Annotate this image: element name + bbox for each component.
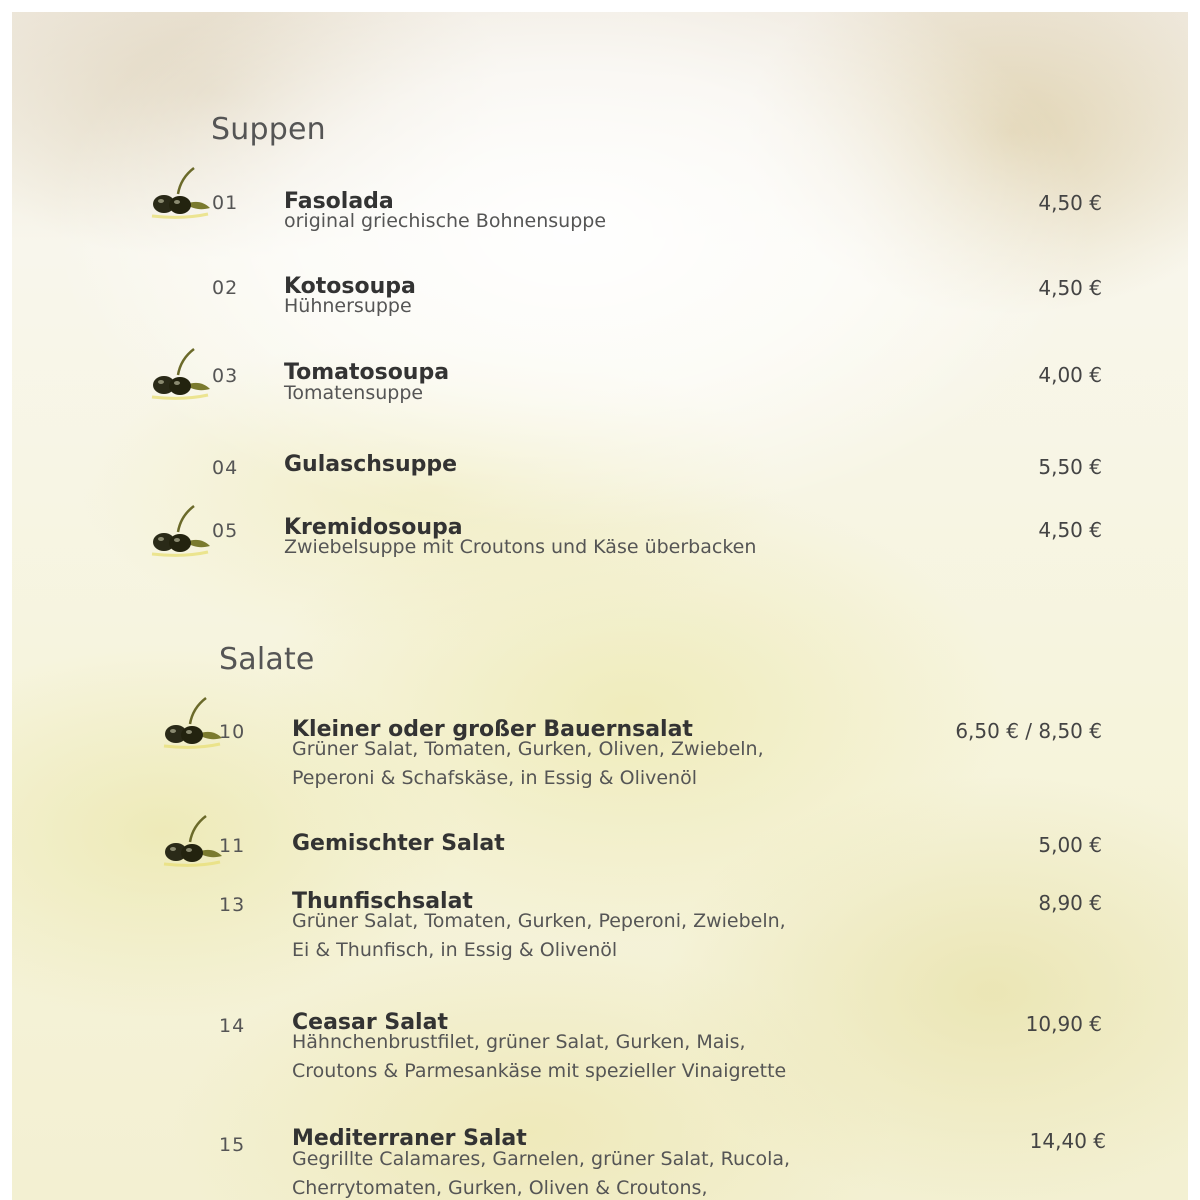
item-price: 4,50 € [1038, 276, 1102, 300]
olive-icon [162, 694, 224, 754]
item-price: 4,50 € [1038, 518, 1102, 542]
section-title-salate: Salate [219, 642, 315, 677]
item-price: 4,50 € [1038, 191, 1102, 215]
item-name: Mediterraner Salat [292, 1126, 527, 1151]
item-description: Zwiebelsuppe mit Croutons und Käse überbacken [284, 536, 757, 558]
item-description: original griechische Bohnensuppe [284, 210, 607, 232]
item-number: 03 [212, 365, 239, 387]
item-description: Tomatensuppe [284, 382, 424, 404]
item-description: Croutons & Parmesankäse mit spezieller Vinaigrette [292, 1060, 787, 1082]
olive-icon [150, 345, 212, 405]
item-name: Thunfischsalat [292, 889, 473, 914]
item-price: 6,50 € / 8,50 € [955, 719, 1102, 743]
olive-icon [162, 812, 224, 872]
section-title-suppen: Suppen [211, 112, 326, 147]
item-description: Cherrytomaten, Gurken, Oliven & Croutons, [292, 1177, 708, 1199]
item-price: 5,50 € [1038, 455, 1102, 479]
item-description: Ei & Thunfisch, in Essig & Olivenöl [292, 939, 618, 961]
item-name: Tomatosoupa [284, 360, 450, 385]
item-number: 10 [219, 721, 246, 743]
item-description: Peperoni & Schafskäse, in Essig & Olivenöl [292, 767, 698, 789]
menu-page [12, 12, 1188, 1200]
item-description: Grüner Salat, Tomaten, Gurken, Oliven, Zwiebeln, [292, 738, 764, 760]
item-price: 10,90 € [1025, 1012, 1102, 1036]
item-description: Gegrillte Calamares, Garnelen, grüner Salat, Rucola, [292, 1148, 791, 1170]
item-number: 15 [219, 1134, 246, 1156]
item-name: Kleiner oder großer Bauernsalat [292, 717, 693, 742]
item-number: 01 [212, 192, 239, 214]
olive-icon [150, 164, 212, 224]
item-price: 8,90 € [1038, 891, 1102, 915]
item-name: Fasolada [284, 189, 394, 214]
item-number: 13 [219, 894, 246, 916]
item-number: 14 [219, 1015, 246, 1037]
item-name: Gulaschsuppe [284, 452, 458, 477]
item-number: 02 [212, 277, 239, 299]
item-name: Kotosoupa [284, 274, 416, 299]
item-name: Gemischter Salat [292, 831, 505, 856]
olive-icon [150, 502, 212, 562]
item-name: Ceasar Salat [292, 1010, 448, 1035]
item-description: Hähnchenbrustfilet, grüner Salat, Gurken, Mais, [292, 1031, 746, 1053]
item-number: 11 [219, 835, 246, 857]
item-name: Kremidosoupa [284, 515, 463, 540]
item-number: 05 [212, 520, 239, 542]
item-price: 4,00 € [1038, 363, 1102, 387]
item-description: Hühnersuppe [284, 295, 412, 317]
item-price: 14,40 € [1029, 1129, 1106, 1153]
item-number: 04 [212, 457, 239, 479]
item-price: 5,00 € [1038, 833, 1102, 857]
item-description: Grüner Salat, Tomaten, Gurken, Peperoni, Zwiebeln, [292, 910, 786, 932]
